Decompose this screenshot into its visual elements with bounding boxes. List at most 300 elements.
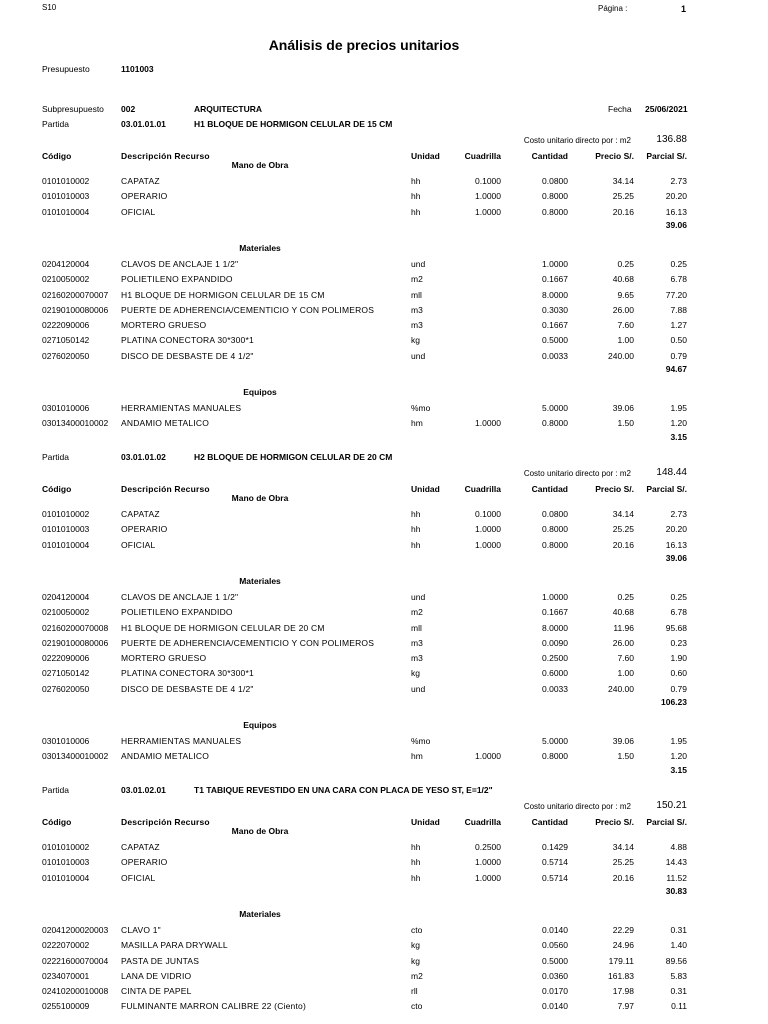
table-row [0, 986, 768, 998]
cell-parcial: 1.40 [670, 940, 687, 951]
group-title: Equipos [243, 387, 277, 397]
cell-cantidad: 0.6000 [542, 668, 568, 679]
group-subtotal: 39.06 [665, 219, 687, 230]
cell-unidad: kg [411, 955, 420, 966]
col-precio: Precio S/. [595, 484, 634, 494]
group-title: Mano de Obra [231, 826, 289, 836]
cell-unidad: %mo [411, 403, 431, 413]
partida-name: H2 BLOQUE DE HORMIGON CELULAR DE 20 CM [194, 452, 393, 462]
cell-cuadrilla: 1.0000 [475, 872, 501, 883]
cell-parcial: 0.25 [670, 591, 687, 602]
partida-label: Partida [42, 119, 69, 129]
cell-unidad: kg [411, 335, 420, 346]
cost-value: 150.21 [656, 800, 687, 811]
cell-descripcion: MORTERO GRUESO [121, 653, 207, 664]
cell-codigo: 0222090006 [42, 653, 90, 664]
cell-unidad: hh [411, 842, 421, 852]
cell-cantidad: 0.3030 [542, 304, 568, 315]
cell-parcial: 7.88 [670, 304, 687, 315]
cell-precio: 161.83 [608, 970, 634, 981]
cell-cantidad: 0.8000 [542, 191, 568, 202]
cell-precio: 1.00 [617, 668, 634, 679]
cell-cantidad: 1.0000 [542, 591, 568, 602]
table-row [0, 418, 768, 430]
cell-descripcion: POLIETILENO EXPANDIDO [121, 607, 233, 618]
cell-codigo: 0204120004 [42, 591, 90, 602]
cell-cantidad: 0.5714 [542, 872, 568, 883]
table-row [0, 668, 768, 680]
cell-cantidad: 8.0000 [542, 289, 568, 300]
cell-unidad: m2 [411, 274, 423, 285]
cell-precio: 40.68 [612, 274, 634, 285]
cell-descripcion: PUERTE DE ADHERENCIA/CEMENTICIO Y CON POLIMEROS [121, 637, 375, 648]
cell-cantidad: 0.5714 [542, 857, 568, 868]
group-subtotal: 30.83 [665, 885, 687, 896]
cell-codigo: 0101010003 [42, 524, 90, 535]
cell-precio: 39.06 [612, 403, 634, 413]
cell-codigo: 02221600070004 [42, 955, 109, 966]
cell-parcial: 0.79 [670, 350, 687, 361]
cell-unidad: m2 [411, 607, 423, 618]
cell-precio: 40.68 [612, 607, 634, 618]
cell-cuadrilla: 1.0000 [475, 524, 501, 535]
partida-code: 03.01.02.01 [121, 785, 166, 795]
table-row [0, 207, 768, 219]
cell-precio: 0.25 [617, 591, 634, 602]
cell-descripcion: DISCO DE DESBASTE DE 4 1/2" [121, 683, 254, 694]
cell-cuadrilla: 1.0000 [475, 751, 501, 762]
cell-cantidad: 0.0090 [542, 637, 568, 648]
group-subtotal: 94.67 [665, 364, 687, 374]
cell-precio: 26.00 [612, 637, 634, 648]
cell-codigo: 0101010002 [42, 842, 90, 852]
cell-precio: 22.29 [612, 924, 634, 935]
cell-parcial: 0.23 [670, 637, 687, 648]
partida-name: T1 TABIQUE REVESTIDO EN UNA CARA CON PLACA DE YESO ST, E=1/2" [194, 785, 493, 795]
cell-unidad: mll [411, 289, 422, 300]
table-row [0, 940, 768, 952]
group-subtotal: 3.15 [670, 764, 687, 775]
cell-parcial: 2.73 [670, 176, 687, 186]
cell-cantidad: 0.8000 [542, 524, 568, 535]
group-title: Mano de Obra [231, 493, 289, 503]
cell-parcial: 4.88 [670, 842, 687, 852]
cell-precio: 25.25 [612, 524, 634, 535]
col-precio: Precio S/. [595, 817, 634, 827]
cost-value: 136.88 [656, 134, 687, 145]
table-row [0, 320, 768, 332]
cell-descripcion: OFICIAL [121, 872, 156, 883]
cell-parcial: 95.68 [665, 622, 687, 633]
cell-cantidad: 0.0033 [542, 350, 568, 361]
cell-codigo: 0234070001 [42, 970, 90, 981]
cell-codigo: 0101010003 [42, 857, 90, 868]
cell-codigo: 0210050002 [42, 607, 90, 618]
cell-parcial: 0.31 [670, 986, 687, 997]
cell-codigo: 02190100080006 [42, 637, 109, 648]
cell-parcial: 16.13 [665, 539, 687, 550]
table-row [0, 509, 768, 521]
col-descripcion: Descripción Recurso [121, 817, 210, 827]
cell-precio: 25.25 [612, 191, 634, 202]
cell-precio: 20.16 [612, 206, 634, 217]
cell-parcial: 6.78 [670, 607, 687, 618]
cell-parcial: 89.56 [665, 955, 687, 966]
table-row [0, 873, 768, 885]
cell-cantidad: 0.0140 [542, 924, 568, 935]
cell-parcial: 0.60 [670, 668, 687, 679]
cell-descripcion: OFICIAL [121, 206, 156, 217]
group-title: Equipos [243, 720, 277, 730]
cell-descripcion: MASILLA PARA DRYWALL [121, 940, 228, 951]
cell-precio: 34.14 [612, 176, 634, 186]
cell-cantidad: 0.8000 [542, 751, 568, 762]
cell-descripcion: CAPATAZ [121, 509, 160, 519]
cell-cantidad: 5.0000 [542, 736, 568, 746]
partida-name: H1 BLOQUE DE HORMIGON CELULAR DE 15 CM [194, 119, 393, 129]
cell-parcial: 0.25 [670, 258, 687, 269]
col-codigo: Código [42, 151, 72, 161]
table-row [0, 540, 768, 552]
subpresupuesto-label: Subpresupuesto [42, 104, 104, 114]
cell-descripcion: CLAVO 1" [121, 924, 161, 935]
col-unidad: Unidad [411, 151, 440, 161]
cell-codigo: 03013400010002 [42, 418, 109, 429]
cell-codigo: 0101010002 [42, 176, 90, 186]
cell-precio: 179.11 [608, 955, 634, 966]
cell-parcial: 1.20 [670, 751, 687, 762]
fecha-value: 25/06/2021 [645, 104, 688, 114]
cell-codigo: 02190100080006 [42, 304, 109, 315]
cell-cantidad: 0.0170 [542, 986, 568, 997]
cost-label: Costo unitario directo por : m2 [523, 802, 631, 811]
table-row [0, 751, 768, 763]
cell-precio: 7.60 [617, 653, 634, 664]
cell-descripcion: CLAVOS DE ANCLAJE 1 1/2" [121, 258, 239, 269]
cell-descripcion: OPERARIO [121, 191, 168, 202]
cell-codigo: 0301010006 [42, 736, 90, 746]
table-row [0, 857, 768, 869]
cell-unidad: kg [411, 668, 420, 679]
cell-cantidad: 0.1429 [542, 842, 568, 852]
cell-codigo: 0101010002 [42, 509, 90, 519]
group-subtotal: 3.15 [670, 431, 687, 442]
col-cantidad: Cantidad [531, 817, 568, 827]
cell-cantidad: 0.5000 [542, 955, 568, 966]
col-precio: Precio S/. [595, 151, 634, 161]
col-descripcion: Descripción Recurso [121, 151, 210, 161]
cell-descripcion: ANDAMIO METALICO [121, 751, 210, 762]
cell-parcial: 20.20 [665, 191, 687, 202]
cell-unidad: m3 [411, 320, 423, 331]
cell-parcial: 14.43 [665, 857, 687, 868]
cell-parcial: 0.31 [670, 924, 687, 935]
cell-codigo: 0271050142 [42, 668, 90, 679]
subpresupuesto-name: ARQUITECTURA [194, 104, 262, 114]
col-codigo: Código [42, 817, 72, 827]
cell-cuadrilla: 0.1000 [475, 509, 501, 519]
table-row [0, 403, 768, 415]
cell-descripcion: CAPATAZ [121, 842, 160, 852]
cell-cantidad: 0.8000 [542, 206, 568, 217]
cell-unidad: kg [411, 940, 420, 951]
cell-cantidad: 0.1667 [542, 320, 568, 331]
cell-unidad: cto [411, 1001, 423, 1012]
cell-precio: 11.96 [613, 622, 634, 633]
cell-codigo: 02041200020003 [42, 924, 109, 935]
cell-cantidad: 0.0560 [542, 940, 568, 951]
cell-precio: 26.00 [612, 304, 634, 315]
cell-precio: 1.50 [617, 418, 634, 429]
cost-label: Costo unitario directo por : m2 [523, 469, 631, 478]
cell-descripcion: OPERARIO [121, 524, 168, 535]
cell-cantidad: 0.0033 [542, 683, 568, 694]
cell-unidad: hh [411, 539, 421, 550]
cell-unidad: m3 [411, 304, 423, 315]
cell-descripcion: POLIETILENO EXPANDIDO [121, 274, 233, 285]
partida-label: Partida [42, 785, 69, 795]
cell-unidad: rll [411, 986, 418, 997]
cell-unidad: hh [411, 191, 421, 202]
table-row [0, 925, 768, 937]
report-code: S10 [42, 3, 57, 12]
cell-codigo: 0101010004 [42, 539, 90, 550]
cost-label: Costo unitario directo por : m2 [523, 136, 631, 145]
cell-codigo: 0301010006 [42, 403, 90, 413]
group-title: Materiales [239, 242, 281, 253]
cell-descripcion: ANDAMIO METALICO [121, 418, 210, 429]
col-unidad: Unidad [411, 817, 440, 827]
cell-precio: 24.96 [612, 940, 634, 951]
table-row [0, 305, 768, 317]
cell-codigo: 0222070002 [42, 940, 90, 951]
cell-cuadrilla: 0.1000 [475, 176, 501, 186]
cell-codigo: 02160200070007 [42, 289, 109, 300]
partida-label: Partida [42, 452, 69, 462]
cell-parcial: 0.50 [670, 335, 687, 346]
table-row [0, 351, 768, 363]
cell-codigo: 0255100009 [42, 1001, 90, 1012]
table-row [0, 607, 768, 619]
cell-precio: 1.50 [617, 751, 634, 762]
cell-codigo: 0222090006 [42, 320, 90, 331]
col-cuadrilla: Cuadrilla [464, 151, 501, 161]
fecha-label: Fecha [608, 104, 632, 114]
cell-codigo: 0271050142 [42, 335, 90, 346]
group-title: Mano de Obra [231, 160, 289, 170]
cell-cantidad: 0.1667 [542, 607, 568, 618]
table-row [0, 524, 768, 536]
cell-unidad: hh [411, 524, 421, 535]
table-row [0, 176, 768, 188]
cell-precio: 1.00 [617, 335, 634, 346]
table-row [0, 259, 768, 271]
cell-unidad: mll [411, 622, 422, 633]
cell-descripcion: PLATINA CONECTORA 30*300*1 [121, 335, 254, 346]
presupuesto-label: Presupuesto [42, 64, 90, 74]
col-cantidad: Cantidad [531, 151, 568, 161]
cell-descripcion: CAPATAZ [121, 176, 160, 186]
cell-cantidad: 0.8000 [542, 418, 568, 429]
cell-descripcion: DISCO DE DESBASTE DE 4 1/2" [121, 350, 254, 361]
col-descripcion: Descripción Recurso [121, 484, 210, 494]
cell-codigo: 0276020050 [42, 350, 90, 361]
cell-cuadrilla: 1.0000 [475, 206, 501, 217]
cell-codigo: 02160200070008 [42, 622, 109, 633]
cell-parcial: 5.83 [670, 970, 687, 981]
cell-unidad: hh [411, 509, 421, 519]
cell-descripcion: PUERTE DE ADHERENCIA/CEMENTICIO Y CON POLIMEROS [121, 304, 375, 315]
group-subtotal: 106.23 [661, 697, 687, 707]
table-row [0, 638, 768, 650]
presupuesto-value: 1101003 [121, 64, 154, 74]
col-unidad: Unidad [411, 484, 440, 494]
cell-cuadrilla: 1.0000 [475, 191, 501, 202]
cell-unidad: m3 [411, 653, 423, 664]
cell-precio: 7.60 [617, 320, 634, 331]
cell-cuadrilla: 0.2500 [475, 842, 501, 852]
cell-cantidad: 0.0140 [542, 1001, 568, 1012]
cell-cantidad: 0.0800 [542, 176, 568, 186]
cell-precio: 25.25 [612, 857, 634, 868]
cell-descripcion: HERRAMIENTAS MANUALES [121, 736, 242, 746]
table-row [0, 592, 768, 604]
subpresupuesto-code: 002 [121, 104, 136, 114]
cell-unidad: cto [411, 924, 423, 935]
cell-descripcion: HERRAMIENTAS MANUALES [121, 403, 242, 413]
cell-descripcion: MORTERO GRUESO [121, 320, 207, 331]
cell-precio: 34.14 [612, 509, 634, 519]
cell-cantidad: 5.0000 [542, 403, 568, 413]
table-row [0, 335, 768, 347]
cell-cantidad: 0.0800 [542, 509, 568, 519]
cell-parcial: 6.78 [670, 274, 687, 285]
cell-parcial: 1.20 [670, 418, 687, 429]
cell-parcial: 77.20 [665, 289, 687, 300]
cell-codigo: 02410200010008 [42, 986, 109, 997]
cell-unidad: und [411, 683, 426, 694]
table-row [0, 623, 768, 635]
cell-parcial: 20.20 [665, 524, 687, 535]
cell-unidad: hh [411, 872, 421, 883]
cell-descripcion: CINTA DE PAPEL [121, 986, 192, 997]
col-parcial: Parcial S/. [646, 484, 687, 494]
cell-cantidad: 1.0000 [542, 258, 568, 269]
cell-codigo: 0101010004 [42, 206, 90, 217]
cell-precio: 0.25 [617, 258, 634, 269]
cell-parcial: 11.52 [666, 872, 687, 883]
table-row [0, 736, 768, 748]
cell-unidad: hh [411, 857, 421, 868]
partida-code: 03.01.01.01 [121, 119, 166, 129]
cell-precio: 39.06 [612, 736, 634, 746]
col-codigo: Código [42, 484, 72, 494]
table-row [0, 290, 768, 302]
cell-precio: 7.97 [617, 1001, 634, 1012]
cell-descripcion: OFICIAL [121, 539, 156, 550]
page-title: Análisis de precios unitarios [268, 37, 460, 53]
cell-parcial: 0.79 [670, 683, 687, 694]
table-row [0, 191, 768, 203]
cell-parcial: 0.11 [671, 1001, 687, 1012]
table-row [0, 956, 768, 968]
cell-cuadrilla: 1.0000 [475, 857, 501, 868]
page-label: Página : [598, 4, 628, 13]
cell-unidad: hh [411, 176, 421, 186]
col-cuadrilla: Cuadrilla [464, 817, 501, 827]
cell-cantidad: 0.8000 [542, 539, 568, 550]
cell-descripcion: PASTA DE JUNTAS [121, 955, 200, 966]
cell-unidad: hm [411, 751, 423, 762]
cell-cantidad: 0.2500 [542, 653, 568, 664]
table-row [0, 1001, 768, 1013]
cell-unidad: und [411, 591, 426, 602]
group-title: Materiales [239, 575, 281, 586]
table-row [0, 971, 768, 983]
cell-parcial: 1.95 [670, 403, 687, 413]
cell-parcial: 16.13 [665, 206, 687, 217]
cell-precio: 240.00 [608, 350, 634, 361]
group-title: Materiales [239, 908, 281, 919]
cell-cantidad: 8.0000 [542, 622, 568, 633]
cell-cantidad: 0.5000 [542, 335, 568, 346]
cell-codigo: 0210050002 [42, 274, 90, 285]
cell-parcial: 1.95 [670, 736, 687, 746]
col-parcial: Parcial S/. [646, 817, 687, 827]
cell-descripcion: H1 BLOQUE DE HORMIGON CELULAR DE 15 CM [121, 289, 325, 300]
table-row [0, 842, 768, 854]
cell-precio: 34.14 [612, 842, 634, 852]
table-row [0, 684, 768, 696]
partida-code: 03.01.01.02 [121, 452, 166, 462]
cell-precio: 17.98 [612, 986, 634, 997]
cell-cantidad: 0.1667 [542, 274, 568, 285]
cell-descripcion: FULMINANTE MARRON CALIBRE 22 (Ciento) [121, 1001, 306, 1012]
col-cuadrilla: Cuadrilla [464, 484, 501, 494]
cell-precio: 20.16 [612, 872, 634, 883]
cell-cuadrilla: 1.0000 [475, 418, 501, 429]
cell-unidad: m3 [411, 637, 423, 648]
cell-codigo: 03013400010002 [42, 751, 109, 762]
group-subtotal: 39.06 [665, 552, 687, 563]
cell-unidad: und [411, 350, 426, 361]
col-cantidad: Cantidad [531, 484, 568, 494]
cell-descripcion: H1 BLOQUE DE HORMIGON CELULAR DE 20 CM [121, 622, 325, 633]
cell-unidad: hh [411, 206, 421, 217]
cell-precio: 9.65 [617, 289, 634, 300]
cell-unidad: hm [411, 418, 423, 429]
cell-descripcion: LANA DE VIDRIO [121, 970, 192, 981]
cell-parcial: 1.90 [670, 653, 687, 664]
cell-cantidad: 0.0360 [542, 970, 568, 981]
cost-value: 148.44 [656, 467, 687, 478]
cell-parcial: 1.27 [670, 320, 687, 331]
table-row [0, 274, 768, 286]
cell-descripcion: OPERARIO [121, 857, 168, 868]
table-row [0, 653, 768, 665]
cell-codigo: 0101010004 [42, 872, 90, 883]
cell-codigo: 0276020050 [42, 683, 90, 694]
cell-unidad: und [411, 258, 426, 269]
cell-precio: 20.16 [612, 539, 634, 550]
cell-descripcion: PLATINA CONECTORA 30*300*1 [121, 668, 254, 679]
cell-precio: 240.00 [608, 683, 634, 694]
cell-codigo: 0204120004 [42, 258, 90, 269]
page-number: 1 [681, 4, 687, 14]
cell-parcial: 2.73 [670, 509, 687, 519]
cell-unidad: %mo [411, 736, 431, 746]
cell-unidad: m2 [411, 970, 423, 981]
